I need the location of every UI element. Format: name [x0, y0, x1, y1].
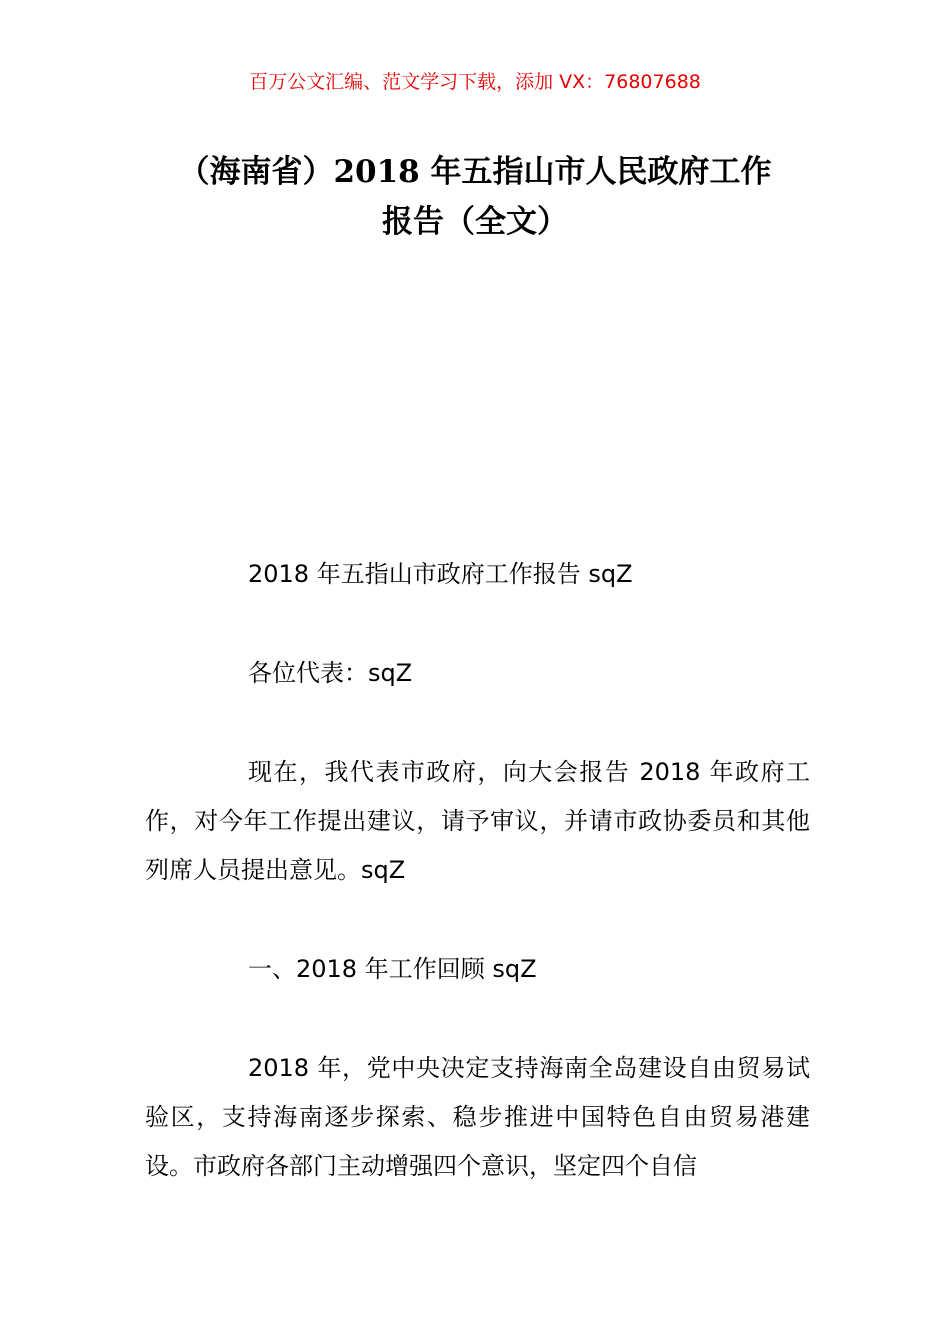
document-title: [145, 147, 805, 247]
paragraph: 2018 年，党中央决定支持海南全岛建设自由贸易试验区，支持海南逐步探索、稳步推进中国特色自由贸易港建设。市政府各部门主动增强四个意识，坚定四个自信: [145, 1054, 810, 1180]
title-line-2: 报告（全文）: [382, 204, 568, 240]
paragraph: 一、2018 年工作回顾 sqZ: [248, 955, 537, 983]
paragraph: 现在，我代表市政府，向大会报告 2018 年政府工作，对今年工作提出建议，请予审议，并请市政协委员和其他列席人员提出意见。sqZ: [145, 758, 810, 884]
document-body: [145, 550, 810, 1241]
paragraph: 各位代表：sqZ: [248, 659, 413, 687]
header-note: 百万公文汇编、范文学习下载，添加 VX：76807688: [249, 71, 701, 93]
paragraph: 2018 年五指山市政府工作报告 sqZ: [248, 560, 633, 588]
title-line-1: （海南省）2018 年五指山市人民政府工作: [178, 154, 772, 190]
